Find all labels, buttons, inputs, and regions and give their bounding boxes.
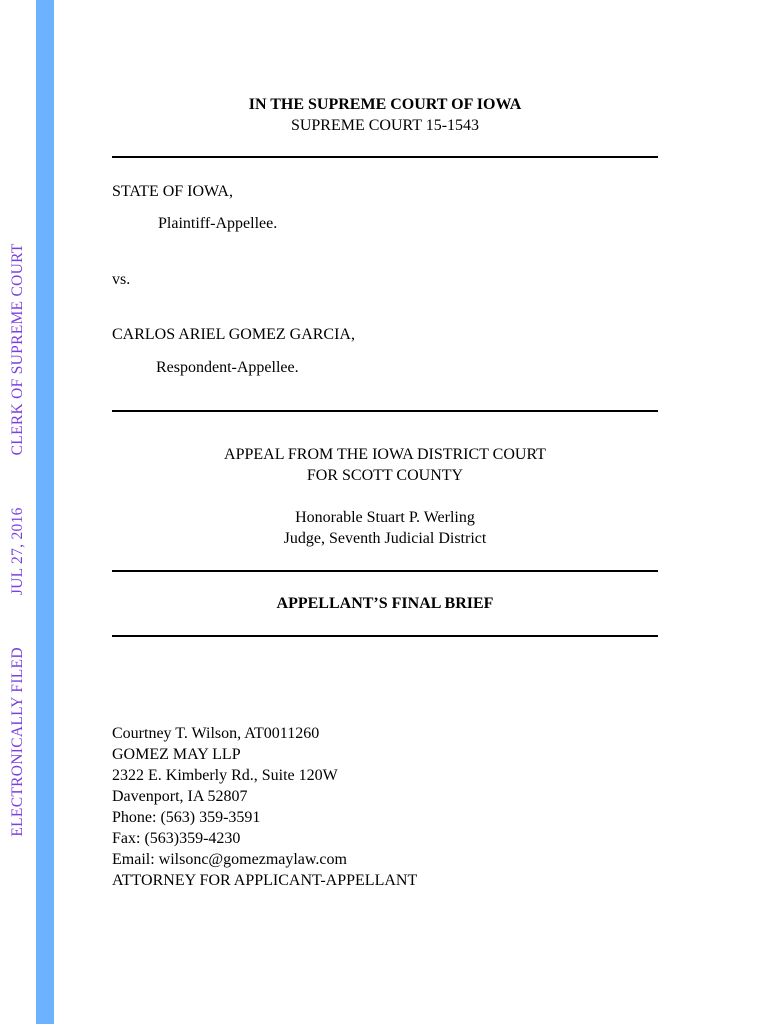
attorney-role: ATTORNEY FOR APPLICANT-APPELLANT: [112, 872, 418, 889]
attorney-phone: Phone: (563) 359-3591: [112, 809, 261, 826]
attorney-name: Courtney T. Wilson, AT0011260: [112, 725, 320, 742]
attorney-block: [112, 723, 417, 891]
stamp-date: JUL 27, 2016: [9, 507, 26, 596]
defendant-role: Respondent-Appellee.: [156, 359, 299, 376]
judge-name: Honorable Stuart P. Werling: [295, 509, 475, 526]
stamp-filed: ELECTRONICALLY FILED: [9, 647, 26, 837]
attorney-fax: Fax: (563)359-4230: [112, 830, 241, 847]
filing-stamp-strip: [36, 0, 54, 1024]
divider-rule: [112, 570, 658, 572]
versus: vs.: [112, 271, 131, 288]
plaintiff-name: STATE OF IOWA,: [112, 183, 233, 200]
attorney-email: Email: wilsonc@gomezmaylaw.com: [112, 851, 347, 868]
plaintiff-role: Plaintiff-Appellee.: [158, 215, 278, 232]
attorney-firm: GOMEZ MAY LLP: [112, 746, 241, 763]
divider-rule: [112, 635, 658, 637]
attorney-address-line-1: 2322 E. Kimberly Rd., Suite 120W: [112, 767, 338, 784]
divider-rule: [112, 410, 658, 412]
brief-title: APPELLANT’S FINAL BRIEF: [276, 595, 494, 612]
court-title: IN THE SUPREME COURT OF IOWA: [248, 96, 522, 113]
defendant-name: CARLOS ARIEL GOMEZ GARCIA,: [112, 326, 355, 343]
filing-stamp: [9, 243, 27, 836]
appeal-line-2: FOR SCOTT COUNTY: [306, 467, 464, 484]
stamp-clerk: CLERK OF SUPREME COURT: [9, 243, 26, 456]
divider-rule: [112, 156, 658, 158]
judge-title: Judge, Seventh Judicial District: [283, 530, 487, 547]
appeal-line-1: APPEAL FROM THE IOWA DISTRICT COURT: [224, 446, 546, 463]
attorney-address-line-2: Davenport, IA 52807: [112, 788, 248, 805]
case-number: SUPREME COURT 15-1543: [290, 117, 480, 134]
document-page: [112, 0, 658, 1024]
